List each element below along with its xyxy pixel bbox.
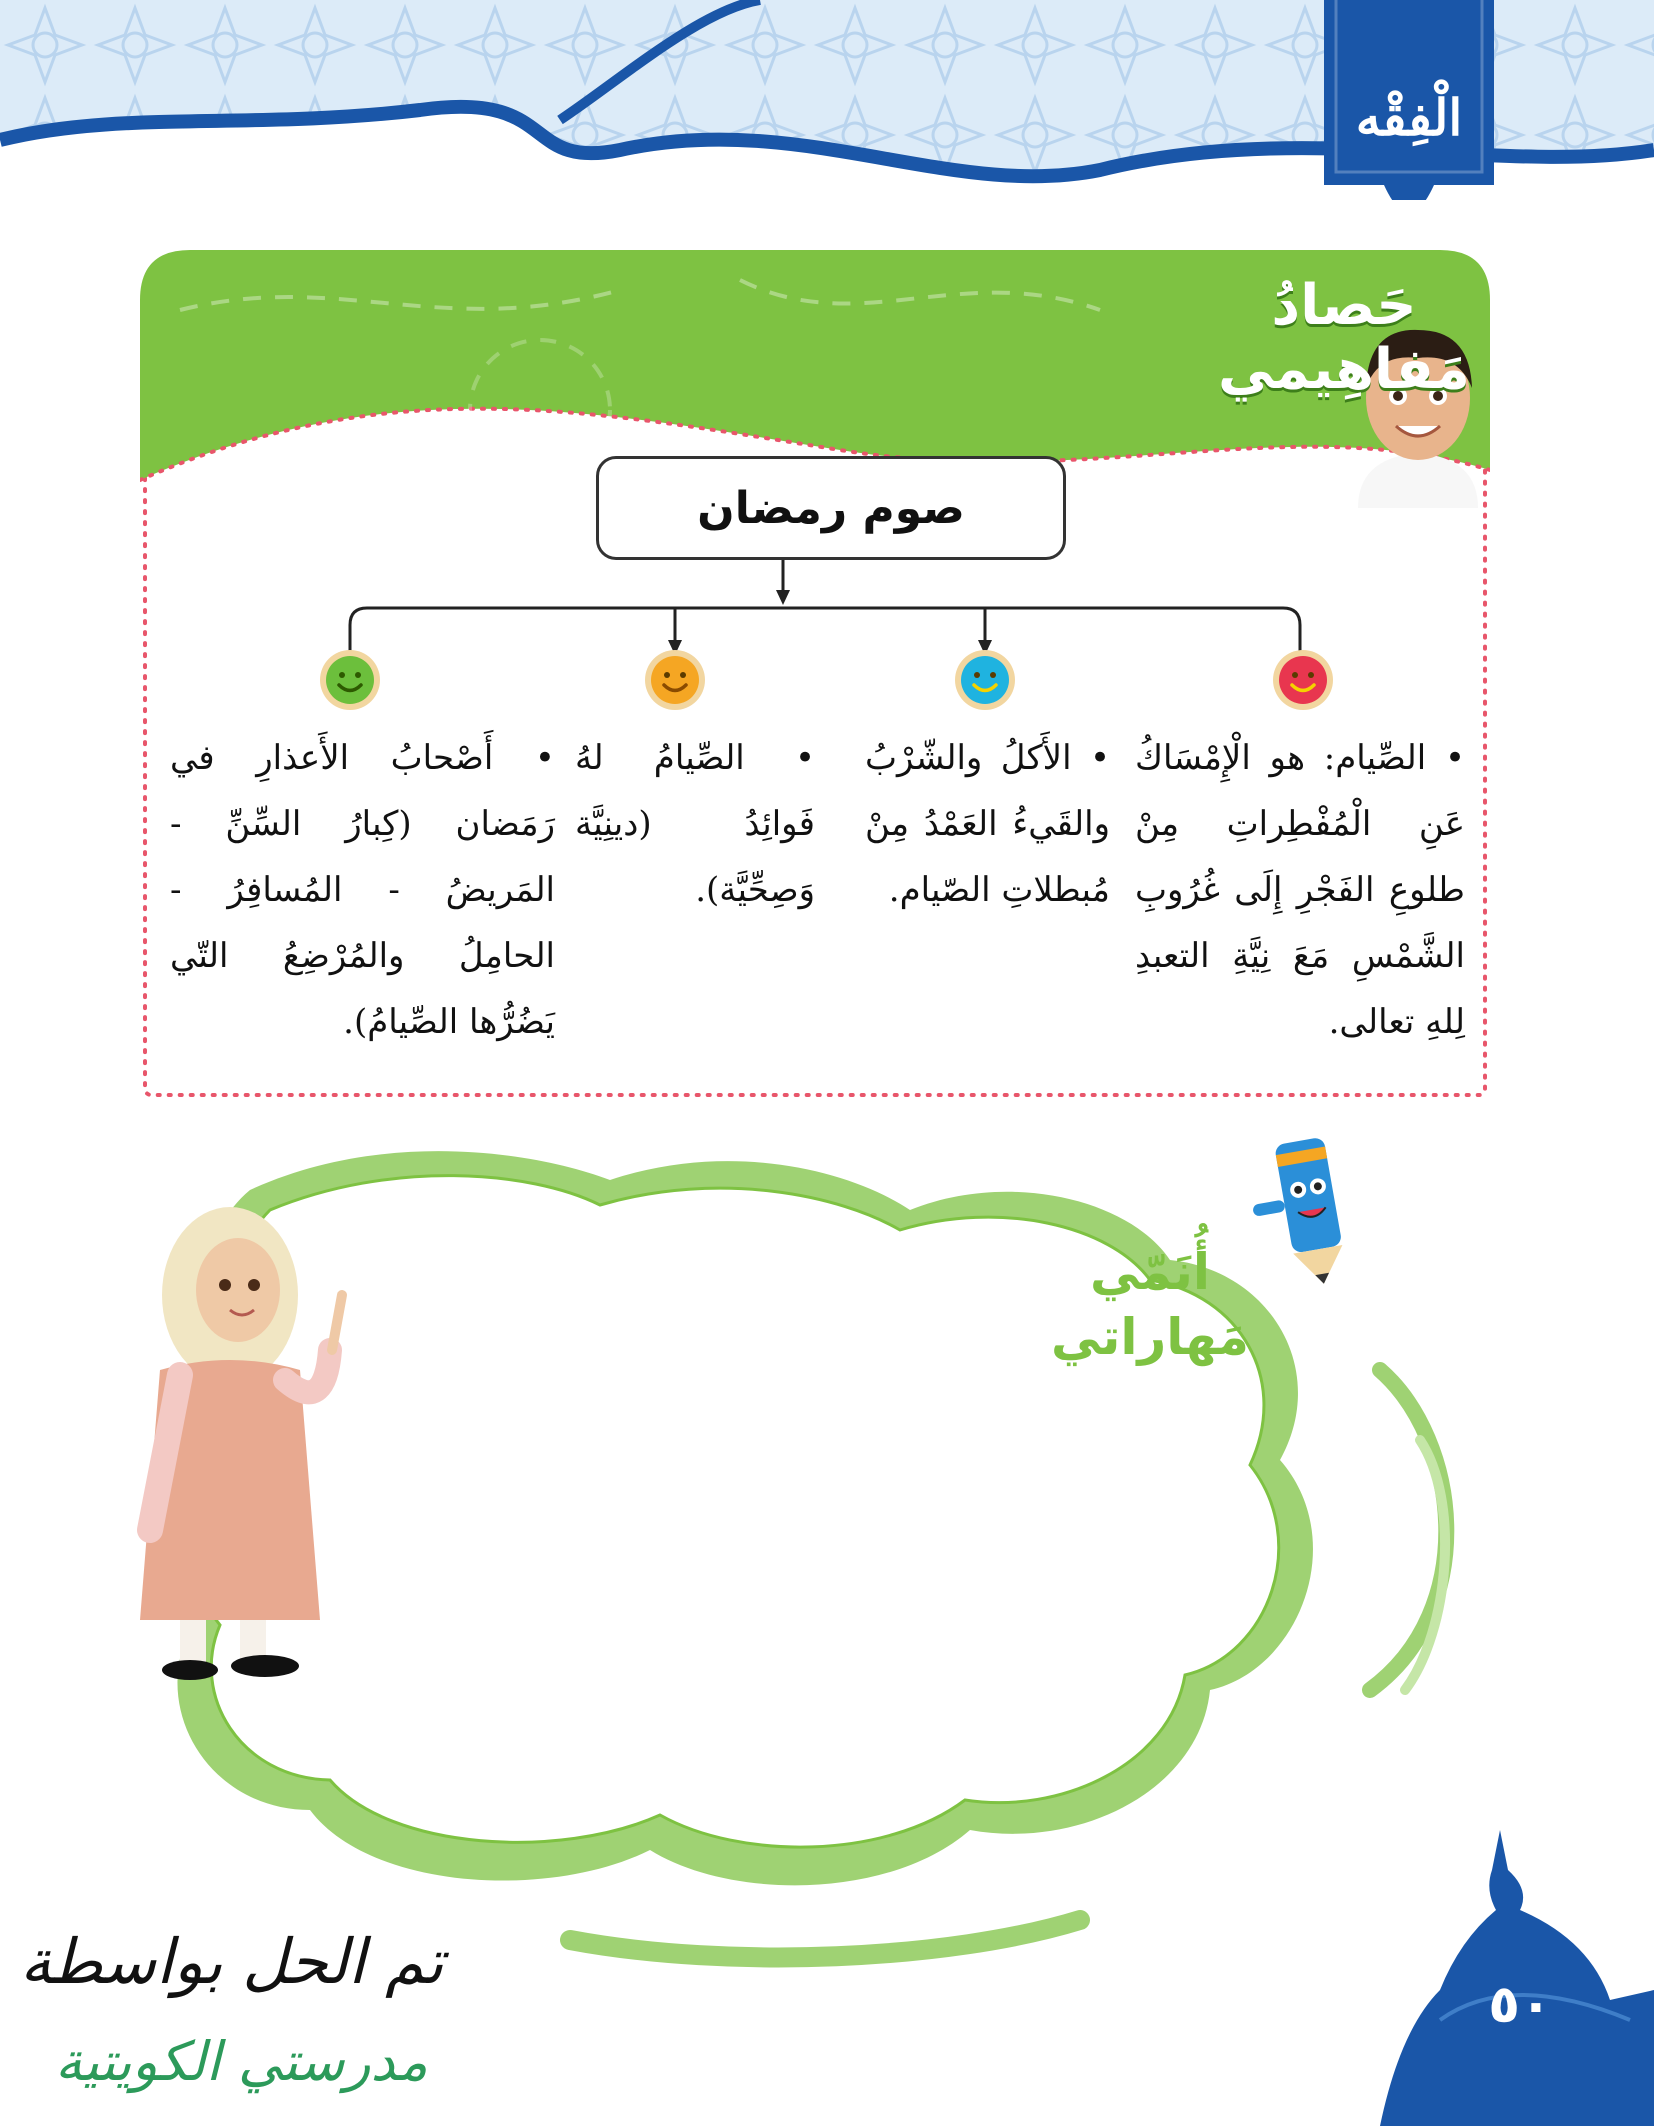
smiley-face-icon	[643, 648, 707, 712]
branch-excused-people: • أَصْحابُ الأَعذارِ في رَمَضان (كِبارُ السِّنِّ - المَريضُ - المُسافِرُ - الحامِلُ والمُرْضِعُ التّي يَضُرُّها الصِّيامُ).	[170, 738, 555, 1042]
skills-title-line-2: مَهاراتي	[1050, 1308, 1250, 1366]
smiley-face-icon	[953, 648, 1017, 712]
concept-card-title	[1179, 274, 1509, 403]
skills-title-line-1: أُنَمّي	[1089, 1243, 1211, 1301]
page-number: ٥٠	[1488, 1975, 1552, 2035]
smiley-face-icon	[1271, 648, 1335, 712]
solution-signature-line-1: تم الحل بواسطة	[20, 1925, 444, 1998]
branch-definition: • الصِّيام: هو الْإِمْسَاكُ عَنِ الْمُفْطِراتِ مِنْ طلوعِ الفَجْرِ إِلَى غُرُوبِ الشَّمْسِ مَعَ نِيَّةِ التعبدِ لِلهِ تعالى.	[1135, 738, 1465, 1042]
smiley-face-icon	[318, 648, 382, 712]
solution-signature-line-2: مدرستي الكويتية	[55, 2030, 428, 2093]
title-line-2: مَفاهِيمي	[1218, 337, 1470, 403]
branch-invalidators: • الأَكلُ والشّرْبُ والقَيءُ العَمْدُ مِنْ مُبطلاتِ الصّيام.	[865, 738, 1110, 910]
skills-section-title	[1040, 1240, 1260, 1370]
title-line-1: حَصادُ	[1271, 273, 1417, 338]
subject-title: الْفِقْه	[1355, 88, 1463, 147]
pencil-mascot-icon	[1245, 1120, 1375, 1290]
central-concept-box: صوم رمضان	[596, 456, 1066, 560]
girl-character	[120, 1200, 350, 1680]
branch-benefits: • الصِّيامُ لهُ فَوائِدُ (دينِيَّة وَصِحِّيَّة).	[575, 738, 815, 910]
